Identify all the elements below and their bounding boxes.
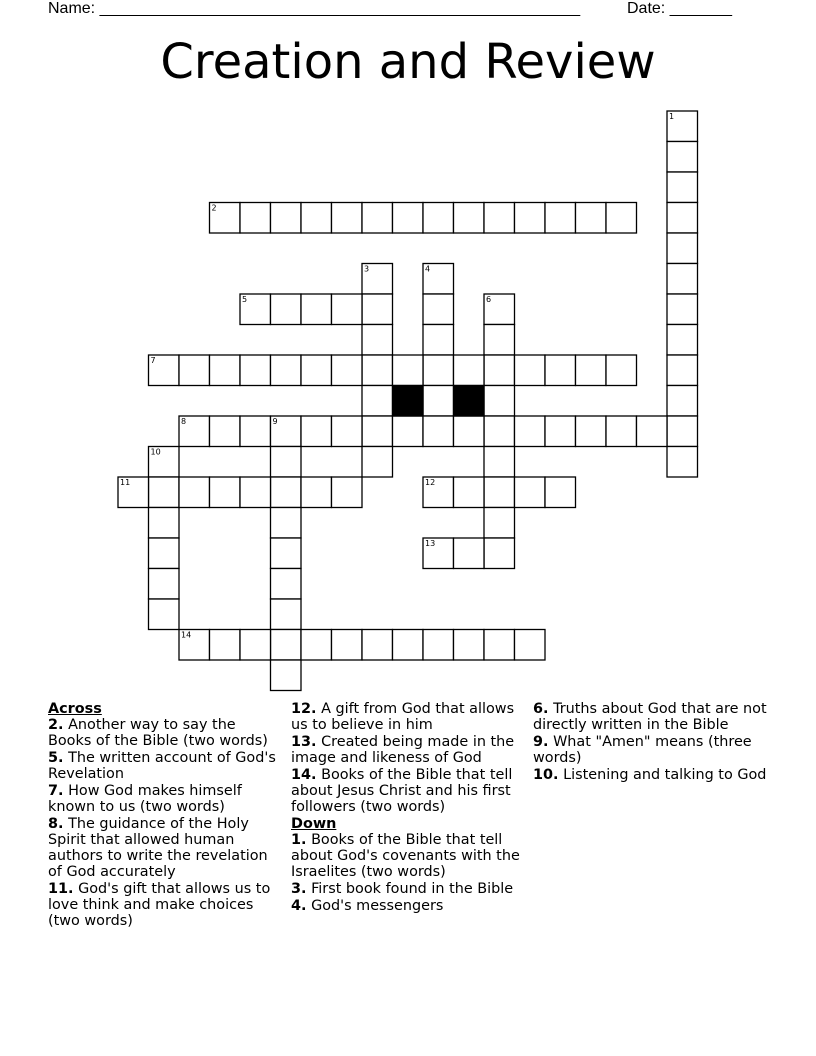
grid-cell[interactable] — [271, 477, 302, 508]
grid-cell[interactable] — [484, 538, 515, 569]
grid-cell[interactable] — [423, 294, 454, 325]
grid-cell[interactable] — [393, 630, 424, 661]
clue-across-14: 14. Books of the Bible that tell about Jesus Christ and his first followers (two words) — [291, 767, 513, 815]
grid-cell[interactable] — [667, 355, 698, 386]
clue-number-14: 14 — [181, 630, 192, 640]
grid-cell[interactable] — [362, 294, 393, 325]
grid-cell[interactable] — [393, 203, 424, 234]
clue-number-12: 12 — [425, 478, 436, 487]
grid-cell[interactable] — [179, 477, 210, 508]
clue-number-2: 2 — [211, 203, 217, 213]
clue-down-4: 4. God's messengers — [291, 898, 444, 914]
grid-cell[interactable] — [271, 203, 302, 234]
grid-cell[interactable] — [667, 172, 698, 203]
clue-number-4: 4 — [425, 264, 431, 274]
grid-cell[interactable] — [576, 355, 607, 386]
grid-cell[interactable] — [423, 325, 454, 356]
grid-cell[interactable] — [545, 355, 576, 386]
grid-cell[interactable] — [362, 203, 393, 234]
clue-number-10: 10 — [150, 447, 161, 457]
grid-cell[interactable] — [149, 538, 180, 569]
grid-cell[interactable] — [301, 477, 332, 508]
grid-cell[interactable] — [210, 355, 241, 386]
across-heading: Across — [48, 701, 102, 717]
grid-cell[interactable] — [332, 203, 363, 234]
grid-cell[interactable] — [454, 416, 485, 447]
grid-cell[interactable] — [210, 630, 241, 661]
clue-across-2: 2. Another way to say the Books of the Bible (two words) — [48, 717, 268, 749]
clue-across-7: 7. How God makes himself known to us (two words) — [48, 783, 242, 815]
grid-cell[interactable] — [240, 416, 271, 447]
grid-cell[interactable] — [667, 142, 698, 173]
grid-cell[interactable] — [149, 508, 180, 539]
grid-cell[interactable] — [271, 508, 302, 539]
grid-cell[interactable] — [484, 416, 515, 447]
grid-cell[interactable] — [271, 447, 302, 478]
grid-cell[interactable] — [149, 569, 180, 600]
grid-cell[interactable] — [362, 447, 393, 478]
grid-cell[interactable] — [210, 477, 241, 508]
black-cell — [454, 386, 485, 417]
grid-cell[interactable] — [576, 203, 607, 234]
grid-cell[interactable] — [362, 630, 393, 661]
clue-number-13: 13 — [425, 539, 436, 548]
grid-cell[interactable] — [667, 416, 698, 447]
clue-number-6: 6 — [486, 295, 492, 304]
grid-cell[interactable] — [393, 355, 424, 386]
grid-cell[interactable] — [301, 355, 332, 386]
grid-cell[interactable] — [484, 325, 515, 356]
grid-cell[interactable] — [667, 264, 698, 295]
grid-cell[interactable] — [271, 630, 302, 661]
grid-cell[interactable] — [667, 294, 698, 325]
grid-cell[interactable] — [484, 386, 515, 417]
date-field-label: Date: _______ — [627, 0, 732, 17]
grid-cell[interactable] — [454, 630, 485, 661]
grid-cell[interactable] — [393, 416, 424, 447]
grid-cell[interactable] — [515, 203, 546, 234]
clue-down-3: 3. First book found in the Bible — [291, 881, 514, 897]
grid-cell[interactable] — [454, 203, 485, 234]
grid-cell[interactable] — [545, 477, 576, 508]
grid-cell[interactable] — [667, 447, 698, 478]
clue-number-9: 9 — [272, 417, 278, 426]
grid-cell[interactable] — [271, 538, 302, 569]
grid-cell[interactable] — [301, 294, 332, 325]
grid-cell[interactable] — [423, 416, 454, 447]
grid-cell[interactable] — [667, 233, 698, 264]
grid-cell[interactable] — [301, 630, 332, 661]
grid-cell[interactable] — [210, 416, 241, 447]
grid-cell[interactable] — [667, 386, 698, 417]
grid-cell[interactable] — [423, 386, 454, 417]
clues-column-2 — [291, 701, 523, 915]
black-cell — [393, 386, 424, 417]
grid-cell[interactable] — [149, 599, 180, 630]
grid-cell[interactable] — [484, 630, 515, 661]
grid-cell[interactable] — [484, 477, 515, 508]
grid-cell[interactable] — [332, 416, 363, 447]
grid-cell[interactable] — [454, 538, 485, 569]
clue-across-13: 13. Created being made in the image and likeness of God — [291, 734, 515, 766]
grid-cell[interactable] — [240, 630, 271, 661]
grid-cell[interactable] — [423, 355, 454, 386]
clue-number-3: 3 — [364, 264, 370, 274]
grid-cell[interactable] — [179, 355, 210, 386]
grid-cell[interactable] — [454, 355, 485, 386]
grid-cell[interactable] — [149, 477, 180, 508]
clues-column-1 — [48, 701, 280, 930]
grid-cell[interactable] — [240, 203, 271, 234]
clue-down-9: 9. What "Amen" means (three words) — [533, 734, 752, 766]
grid-cell[interactable] — [332, 630, 363, 661]
grid-cell[interactable] — [637, 416, 668, 447]
grid-cell[interactable] — [515, 355, 546, 386]
grid-cell[interactable] — [545, 416, 576, 447]
grid-cell[interactable] — [515, 477, 546, 508]
clue-number-8: 8 — [181, 417, 187, 426]
grid-cell[interactable] — [271, 294, 302, 325]
grid-cell[interactable] — [271, 569, 302, 600]
grid-cell[interactable] — [362, 325, 393, 356]
grid-cell[interactable] — [332, 477, 363, 508]
grid-cell[interactable] — [423, 630, 454, 661]
clue-across-12: 12. A gift from God that allows us to believe in him — [291, 701, 515, 733]
grid-cell[interactable] — [576, 416, 607, 447]
grid-cell[interactable] — [301, 203, 332, 234]
grid-cell[interactable] — [484, 355, 515, 386]
grid-cell[interactable] — [240, 477, 271, 508]
clue-number-11: 11 — [120, 478, 131, 487]
grid-cell[interactable] — [545, 203, 576, 234]
grid-cell[interactable] — [271, 599, 302, 630]
grid-cell[interactable] — [271, 660, 302, 691]
grid-cell[interactable] — [515, 416, 546, 447]
clue-down-6: 6. Truths about God that are not directly written in the Bible — [533, 701, 767, 733]
grid-cell[interactable] — [606, 355, 637, 386]
grid-cell[interactable] — [606, 416, 637, 447]
grid-cell[interactable] — [484, 203, 515, 234]
clue-across-8: 8. The guidance of the Holy Spirit that allowed human authors to write the revelation of God accurately — [48, 816, 268, 880]
page-title: Creation and Review — [160, 34, 656, 90]
grid-cell[interactable] — [362, 416, 393, 447]
clue-number-1: 1 — [669, 112, 675, 121]
grid-cell[interactable] — [301, 416, 332, 447]
grid-cell[interactable] — [606, 203, 637, 234]
clue-down-10: 10. Listening and talking to God — [533, 767, 767, 783]
grid-cell[interactable] — [332, 355, 363, 386]
name-field-label: Name: ______________________________________________________ — [48, 0, 581, 17]
grid-cell[interactable] — [423, 203, 454, 234]
clues-column-3 — [533, 701, 773, 784]
clue-across-5: 5. The written account of God's Revelation — [48, 750, 276, 782]
grid-cell[interactable] — [667, 203, 698, 234]
grid-cell[interactable] — [332, 294, 363, 325]
grid-cell[interactable] — [271, 355, 302, 386]
grid-cell[interactable] — [515, 630, 546, 661]
grid-cell[interactable] — [362, 355, 393, 386]
clue-down-1: 1. Books of the Bible that tell about God's covenants with the Israelites (two words) — [291, 832, 520, 880]
grid-cell[interactable] — [240, 355, 271, 386]
grid-cell[interactable] — [454, 477, 485, 508]
clue-across-11: 11. God's gift that allows us to love think and make choices (two words) — [48, 881, 271, 929]
grid-cell[interactable] — [484, 447, 515, 478]
grid-cell[interactable] — [484, 508, 515, 539]
grid-cell[interactable] — [667, 325, 698, 356]
clue-number-5: 5 — [242, 295, 248, 304]
down-heading: Down — [291, 816, 337, 832]
clue-number-7: 7 — [150, 356, 156, 365]
grid-cell[interactable] — [362, 386, 393, 417]
